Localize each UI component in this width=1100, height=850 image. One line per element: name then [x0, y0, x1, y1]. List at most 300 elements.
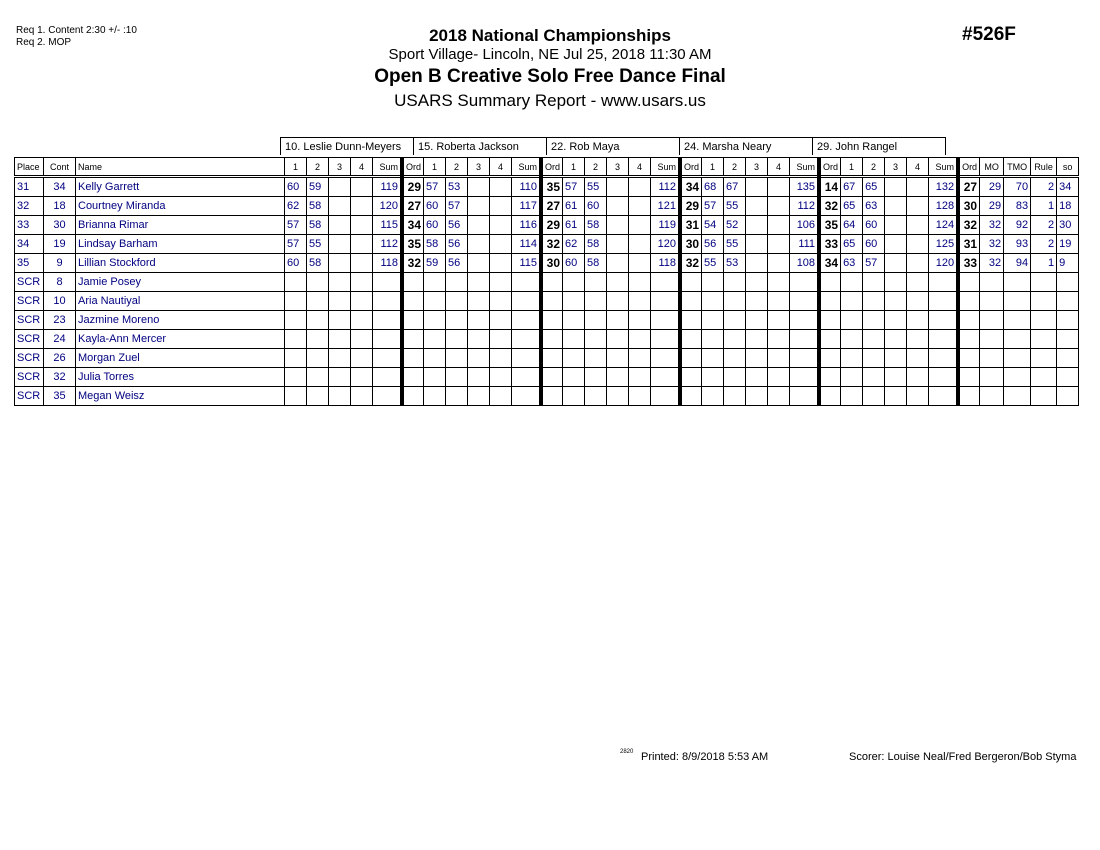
ordinal: 30	[680, 235, 702, 254]
score	[863, 311, 885, 330]
score: 56	[446, 235, 468, 254]
contestant-number: 23	[44, 311, 76, 330]
score: 60	[285, 177, 307, 197]
score: 112	[373, 235, 403, 254]
event-title: Open B Creative Solo Free Dance Final	[374, 66, 726, 87]
place: 34	[15, 235, 44, 254]
col-judge-2: 2	[863, 158, 885, 177]
score: 62	[563, 235, 585, 254]
contestant-number: 35	[44, 387, 76, 406]
ordinal	[402, 311, 424, 330]
col-judge-4: 4	[768, 158, 790, 177]
skater-name: Megan Weisz	[76, 387, 285, 406]
tmo-value: 70	[1004, 177, 1031, 197]
score: 117	[512, 197, 542, 216]
so-value: 9	[1057, 254, 1079, 273]
score	[585, 311, 607, 330]
score: 135	[790, 177, 820, 197]
table-row	[15, 311, 1079, 330]
score: 128	[929, 197, 959, 216]
ordinal: 32	[402, 254, 424, 273]
score	[585, 292, 607, 311]
col-judge-4: 4	[490, 158, 512, 177]
tmo-value	[1004, 273, 1031, 292]
score: 60	[285, 254, 307, 273]
table-row	[15, 177, 1079, 197]
ordinal	[402, 349, 424, 368]
score	[351, 235, 373, 254]
score	[790, 368, 820, 387]
score	[651, 292, 681, 311]
score	[607, 368, 629, 387]
score: 54	[702, 216, 724, 235]
footer-code: 2820	[620, 749, 634, 755]
so-value	[1057, 330, 1079, 349]
score	[629, 235, 651, 254]
ordinal	[958, 387, 980, 406]
ordinal: 32	[958, 216, 980, 235]
col-place: Place	[15, 158, 44, 177]
col-judge-1: 1	[424, 158, 446, 177]
rule-value	[1031, 273, 1057, 292]
contestant-number: 8	[44, 273, 76, 292]
score	[329, 311, 351, 330]
score	[746, 177, 768, 197]
score	[424, 273, 446, 292]
tmo-value: 93	[1004, 235, 1031, 254]
score	[512, 349, 542, 368]
score	[512, 387, 542, 406]
score	[724, 292, 746, 311]
skater-name: Lillian Stockford	[76, 254, 285, 273]
score: 125	[929, 235, 959, 254]
table-row	[15, 292, 1079, 311]
score	[651, 349, 681, 368]
score	[907, 177, 929, 197]
spacer	[14, 138, 281, 156]
score	[351, 254, 373, 273]
requirement-2: Req 2. MOP	[16, 37, 72, 48]
place: SCR	[15, 387, 44, 406]
score	[768, 349, 790, 368]
score: 65	[841, 235, 863, 254]
score	[607, 387, 629, 406]
score	[585, 273, 607, 292]
score	[446, 349, 468, 368]
score	[746, 197, 768, 216]
score	[512, 368, 542, 387]
score	[351, 273, 373, 292]
score	[468, 368, 490, 387]
contestant-number: 24	[44, 330, 76, 349]
results-table	[14, 157, 1079, 406]
score	[512, 330, 542, 349]
score	[307, 330, 329, 349]
col-judge-ord: Ord	[819, 158, 841, 177]
skater-name: Brianna Rimar	[76, 216, 285, 235]
score	[885, 197, 907, 216]
score	[629, 292, 651, 311]
score	[329, 177, 351, 197]
rule-value: 2	[1031, 177, 1057, 197]
col-name: Name	[76, 158, 285, 177]
score	[907, 349, 929, 368]
page-title: 2018 National Championships	[429, 26, 671, 45]
score	[607, 349, 629, 368]
so-value	[1057, 387, 1079, 406]
score	[768, 311, 790, 330]
score	[563, 349, 585, 368]
ordinal	[680, 349, 702, 368]
score	[373, 292, 403, 311]
score: 55	[724, 235, 746, 254]
score	[746, 368, 768, 387]
score	[768, 216, 790, 235]
score: 53	[724, 254, 746, 273]
ordinal: 32	[541, 235, 563, 254]
score: 57	[424, 177, 446, 197]
rule-value	[1031, 292, 1057, 311]
score	[746, 311, 768, 330]
score: 124	[929, 216, 959, 235]
score	[585, 368, 607, 387]
score	[907, 311, 929, 330]
col-rule: Rule	[1031, 158, 1057, 177]
ordinal	[402, 330, 424, 349]
score: 132	[929, 177, 959, 197]
score: 59	[307, 177, 329, 197]
ordinal	[541, 273, 563, 292]
score	[746, 235, 768, 254]
score	[307, 349, 329, 368]
event-number: #526F	[962, 24, 1016, 45]
ordinal: 34	[680, 177, 702, 197]
score: 60	[585, 197, 607, 216]
score	[841, 349, 863, 368]
score	[446, 387, 468, 406]
ordinal: 14	[819, 177, 841, 197]
ordinal	[958, 330, 980, 349]
score	[885, 292, 907, 311]
col-judge-4: 4	[351, 158, 373, 177]
score	[651, 387, 681, 406]
score	[885, 273, 907, 292]
score: 112	[651, 177, 681, 197]
col-judge-3: 3	[468, 158, 490, 177]
col-judge-ord: Ord	[958, 158, 980, 177]
score	[490, 216, 512, 235]
score	[424, 311, 446, 330]
score	[607, 177, 629, 197]
col-judge-sum: Sum	[651, 158, 681, 177]
score	[490, 387, 512, 406]
score	[702, 292, 724, 311]
score	[907, 216, 929, 235]
score	[307, 311, 329, 330]
ordinal: 32	[819, 197, 841, 216]
score	[490, 273, 512, 292]
ordinal: 35	[819, 216, 841, 235]
score: 59	[424, 254, 446, 273]
score	[885, 387, 907, 406]
score	[585, 349, 607, 368]
score: 121	[651, 197, 681, 216]
ordinal	[819, 273, 841, 292]
judge-name: 15. Roberta Jackson	[414, 138, 547, 156]
contestant-number: 9	[44, 254, 76, 273]
score	[929, 273, 959, 292]
score	[629, 330, 651, 349]
col-judge-1: 1	[702, 158, 724, 177]
ordinal: 27	[541, 197, 563, 216]
ordinal	[541, 292, 563, 311]
ordinal	[680, 387, 702, 406]
ordinal	[402, 368, 424, 387]
ordinal	[680, 292, 702, 311]
ordinal	[958, 349, 980, 368]
score	[490, 311, 512, 330]
score	[629, 177, 651, 197]
judge-name: 22. Rob Maya	[547, 138, 680, 156]
score: 58	[585, 254, 607, 273]
score	[329, 216, 351, 235]
score	[907, 273, 929, 292]
ordinal	[958, 292, 980, 311]
rule-value: 1	[1031, 254, 1057, 273]
score: 63	[841, 254, 863, 273]
score	[307, 273, 329, 292]
table-row	[15, 368, 1079, 387]
col-judge-2: 2	[724, 158, 746, 177]
skater-name: Courtney Miranda	[76, 197, 285, 216]
score	[351, 330, 373, 349]
col-judge-sum: Sum	[512, 158, 542, 177]
score	[629, 368, 651, 387]
score	[724, 330, 746, 349]
score	[351, 349, 373, 368]
score	[702, 368, 724, 387]
ordinal	[819, 349, 841, 368]
contestant-number: 18	[44, 197, 76, 216]
score	[929, 330, 959, 349]
col-judge-4: 4	[907, 158, 929, 177]
score	[746, 216, 768, 235]
score	[446, 292, 468, 311]
score	[285, 368, 307, 387]
score	[373, 330, 403, 349]
score	[351, 387, 373, 406]
rule-value	[1031, 387, 1057, 406]
score: 57	[702, 197, 724, 216]
tmo-value	[1004, 292, 1031, 311]
score	[373, 311, 403, 330]
score: 57	[863, 254, 885, 273]
score	[885, 311, 907, 330]
score	[490, 197, 512, 216]
so-value: 30	[1057, 216, 1079, 235]
ordinal	[680, 368, 702, 387]
mo-value	[980, 273, 1004, 292]
ordinal: 29	[402, 177, 424, 197]
score: 60	[563, 254, 585, 273]
col-judge-3: 3	[329, 158, 351, 177]
score	[790, 292, 820, 311]
ordinal	[680, 311, 702, 330]
rule-value: 2	[1031, 216, 1057, 235]
contestant-number: 30	[44, 216, 76, 235]
rule-value	[1031, 368, 1057, 387]
score: 57	[446, 197, 468, 216]
ordinal: 33	[819, 235, 841, 254]
score	[424, 368, 446, 387]
ordinal: 31	[680, 216, 702, 235]
score	[629, 254, 651, 273]
score	[629, 349, 651, 368]
score	[841, 368, 863, 387]
so-value	[1057, 349, 1079, 368]
score	[768, 235, 790, 254]
score	[285, 273, 307, 292]
score	[373, 387, 403, 406]
col-judge-ord: Ord	[680, 158, 702, 177]
so-value: 34	[1057, 177, 1079, 197]
contestant-number: 32	[44, 368, 76, 387]
place: 35	[15, 254, 44, 273]
score	[373, 368, 403, 387]
table-row	[15, 235, 1079, 254]
mo-value	[980, 349, 1004, 368]
skater-name: Jamie Posey	[76, 273, 285, 292]
score	[490, 349, 512, 368]
tmo-value: 83	[1004, 197, 1031, 216]
score	[424, 330, 446, 349]
score	[307, 292, 329, 311]
score: 115	[373, 216, 403, 235]
score	[351, 177, 373, 197]
score	[929, 292, 959, 311]
ordinal	[402, 387, 424, 406]
table-row	[15, 197, 1079, 216]
score: 60	[863, 235, 885, 254]
col-so: so	[1057, 158, 1079, 177]
score	[746, 292, 768, 311]
place: SCR	[15, 292, 44, 311]
score	[490, 235, 512, 254]
mo-value	[980, 330, 1004, 349]
score	[490, 330, 512, 349]
ordinal	[541, 349, 563, 368]
ordinal	[819, 330, 841, 349]
score: 120	[929, 254, 959, 273]
score	[446, 368, 468, 387]
score	[885, 330, 907, 349]
col-judge-4: 4	[629, 158, 651, 177]
tmo-value: 94	[1004, 254, 1031, 273]
score	[607, 254, 629, 273]
score	[285, 311, 307, 330]
score	[424, 349, 446, 368]
col-tmo: TMO	[1004, 158, 1031, 177]
score	[768, 254, 790, 273]
ordinal	[402, 292, 424, 311]
rule-value	[1031, 330, 1057, 349]
score: 56	[446, 254, 468, 273]
skater-name: Jazmine Moreno	[76, 311, 285, 330]
ordinal: 29	[680, 197, 702, 216]
score	[512, 311, 542, 330]
score	[841, 273, 863, 292]
score	[285, 349, 307, 368]
score: 114	[512, 235, 542, 254]
score	[607, 292, 629, 311]
score	[563, 292, 585, 311]
score	[907, 254, 929, 273]
contestant-number: 34	[44, 177, 76, 197]
score: 119	[651, 216, 681, 235]
ordinal	[541, 387, 563, 406]
ordinal: 34	[819, 254, 841, 273]
score: 65	[863, 177, 885, 197]
score	[790, 273, 820, 292]
col-judge-ord: Ord	[541, 158, 563, 177]
skater-name: Aria Nautiyal	[76, 292, 285, 311]
score	[424, 387, 446, 406]
score	[468, 197, 490, 216]
score	[746, 254, 768, 273]
score	[585, 330, 607, 349]
col-judge-ord: Ord	[402, 158, 424, 177]
skater-name: Julia Torres	[76, 368, 285, 387]
ordinal	[958, 368, 980, 387]
ordinal: 30	[958, 197, 980, 216]
place: 33	[15, 216, 44, 235]
place: 32	[15, 197, 44, 216]
score	[563, 387, 585, 406]
score	[285, 292, 307, 311]
score	[768, 292, 790, 311]
so-value	[1057, 311, 1079, 330]
judge-name: 29. John Rangel	[813, 138, 946, 156]
score	[285, 387, 307, 406]
score	[512, 292, 542, 311]
score	[768, 177, 790, 197]
so-value	[1057, 368, 1079, 387]
score	[863, 368, 885, 387]
score	[702, 273, 724, 292]
score	[841, 387, 863, 406]
skater-name: Lindsay Barham	[76, 235, 285, 254]
score	[351, 368, 373, 387]
col-judge-sum: Sum	[373, 158, 403, 177]
score	[790, 311, 820, 330]
tmo-value	[1004, 311, 1031, 330]
score: 57	[285, 235, 307, 254]
col-judge-sum: Sum	[929, 158, 959, 177]
score	[651, 273, 681, 292]
score	[329, 387, 351, 406]
score: 62	[285, 197, 307, 216]
tmo-value	[1004, 349, 1031, 368]
table-row	[15, 330, 1079, 349]
score	[468, 311, 490, 330]
score: 57	[285, 216, 307, 235]
score	[607, 235, 629, 254]
judge-name: 10. Leslie Dunn-Meyers	[281, 138, 414, 156]
score	[841, 292, 863, 311]
score	[863, 330, 885, 349]
score	[351, 197, 373, 216]
score: 60	[863, 216, 885, 235]
